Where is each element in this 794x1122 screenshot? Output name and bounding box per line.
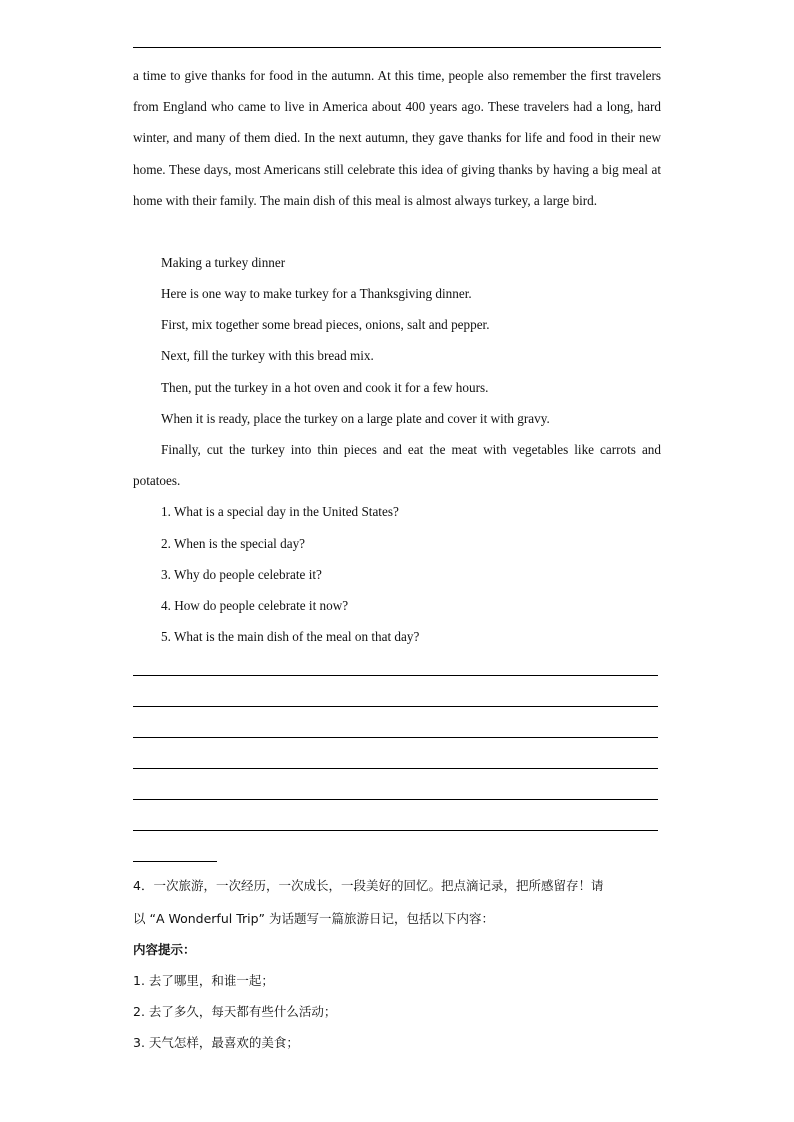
recipe-step: Then, put the turkey in a hot oven and cook it for a few hours. [161, 380, 489, 395]
question-item: 4. How do people celebrate it now? [161, 598, 349, 613]
hint-item: 2. 去了多久，每天都有些什么活动； [133, 1004, 337, 1019]
hint-item: 1. 去了哪里，和谁一起； [133, 973, 274, 988]
question-item: 2. When is the special day? [161, 536, 306, 551]
top-divider [133, 47, 661, 48]
recipe-step: When it is ready, place the turkey on a large plate and cover it with gravy. [161, 411, 550, 426]
answer-line[interactable] [133, 830, 658, 831]
hint-title: 内容提示： [133, 942, 196, 957]
recipe-step: Finally, cut the turkey into thin pieces and eat the meat with vegetables like carrots and potatoes. [133, 442, 661, 489]
question-item: 3. Why do people celebrate it? [161, 567, 322, 582]
recipe-heading: Making a turkey dinner [161, 255, 286, 270]
answer-line[interactable] [133, 799, 658, 800]
answer-line[interactable] [133, 768, 658, 769]
recipe-step: Next, fill the turkey with this bread mix. [161, 348, 374, 363]
footnote-divider [133, 861, 217, 862]
task4-prompt: 4．一次旅游，一次经历，一次成长，一段美好的回忆。把点滴记录，把所感留存！请 [133, 878, 604, 893]
recipe-step: Here is one way to make turkey for a Thanksgiving dinner. [161, 286, 472, 301]
answer-line[interactable] [133, 675, 658, 676]
hint-item: 3. 天气怎样，最喜欢的美食； [133, 1035, 299, 1050]
answer-line[interactable] [133, 737, 658, 738]
recipe-step: First, mix together some bread pieces, onions, salt and pepper. [161, 317, 490, 332]
passage-intro: a time to give thanks for food in the autumn. At this time, people also remember the first travelers from England who came to live in America about 400 years ago. These travelers had a long, hard winter, and many of them died. In the next autumn, they gave thanks for life and food in their new home. These days, most Americans still celebrate this idea of giving thanks by having a big meal at home with their family. The main dish of this meal is almost always turkey, a large bird. [133, 68, 661, 208]
task4-prompt: 以 “A Wonderful Trip” 为话题写一篇旅游日记，包括以下内容： [133, 911, 494, 926]
question-item: 1. What is a special day in the United States? [161, 504, 399, 519]
answer-line[interactable] [133, 706, 658, 707]
question-item: 5. What is the main dish of the meal on that day? [161, 629, 420, 644]
